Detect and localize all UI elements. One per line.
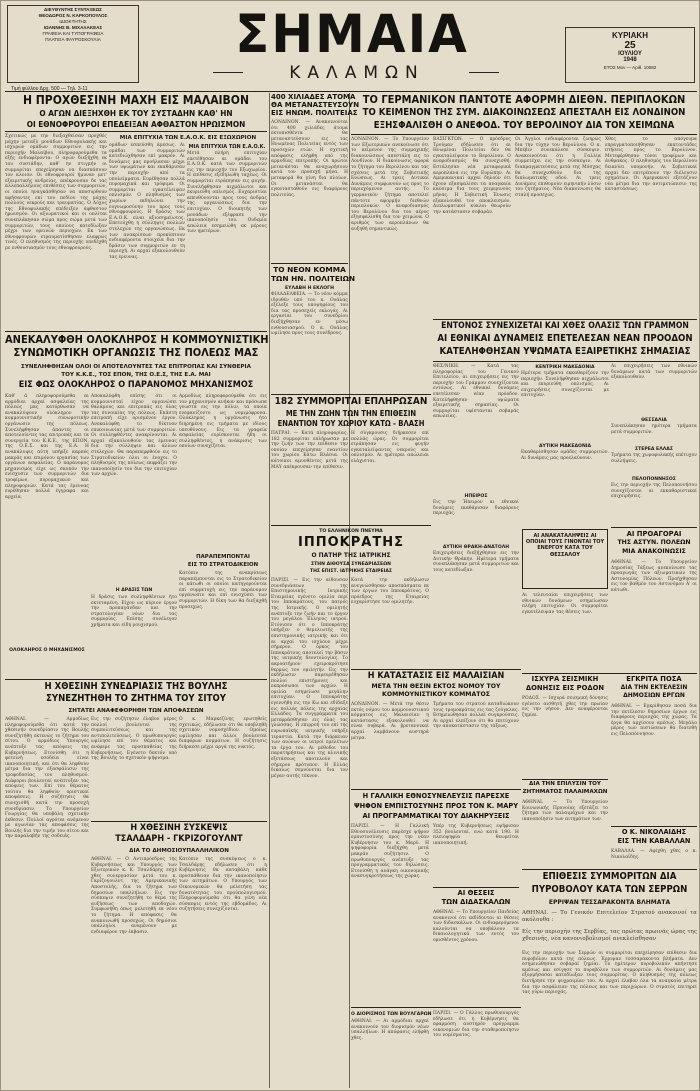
headline-vouli: ΣΥΝΕΖΗΤΗΘΗ ΤΟ ΖΗΤΗΜΑ ΤΟΥ ΣΙΤΟΥ xyxy=(46,693,226,704)
headline-theseis: ΤΩΝ ΔΙΔΑΣΚΑΛΩΝ xyxy=(441,898,511,906)
article-text: Συνεπλάκησαν ημέτερα τμήματα μετά συμμοριτών. xyxy=(611,424,697,435)
subtitle-rule-left xyxy=(213,72,243,73)
headline-germaniko: ΤΟ ΓΕΡΜΑΝΙΚΟΝ ΠΑΝΤΟΤΕ ΑΦΟΡΜΗ ΔΙΕΘΝ. ΠΕΡΙΠΛΟΚΩΝ xyxy=(362,93,686,106)
price-line: Τιμή φύλλου Δρχ. 500 — Τηλ. 3-11 xyxy=(11,86,88,92)
headline-grammos: ΕΝΤΟΝΟΣ ΣΥΝΕΧΙΖΕΤΑΙ ΚΑΙ ΧΘΕΣ ΟΛΑΣΙΣ ΤΩΝ ΓΡΑΜΜΟΝ xyxy=(441,321,689,331)
month: ΙΟΥΛΙΟΥ xyxy=(618,51,642,57)
editor-line: ΓΡΑΦΕΙΑ ΚΑΙ ΤΥΠΟΓΡΑΦΕΙΑ xyxy=(42,31,104,36)
lead-text: ΑΘΗΝΑΙ. — Το Γενικόν Επιτελείον Στρατού ανακοινοί τα ακόλουθα : xyxy=(522,910,697,923)
headline-malaivon-sub: Ο ΑΓΩΝ ΔΙΕΞΗΧΘΗ ΕΚ ΤΟΥ ΣΥΣΤΑΔΗΝ ΚΑΘ' ΗΝ xyxy=(39,108,233,118)
editor-box xyxy=(7,5,139,83)
subtitle-rule-right xyxy=(469,72,499,73)
article-text: Ο κ. Μαρκεζίνης ερωτηθείς σχετικώς, εδήλωσεν ότι θα υποβληθή σχετικόν νομοσχέδιον. Ομοίως ωμίλησαν και άλλοι βουλευταί διαφόρων κομμάτων. Η συζήτησις διήρκεσε μέχρι αργά της νυκτός. xyxy=(179,717,267,750)
article-text: Εις την περιοχήν των Σερρών οι συμμορίται επεχείρησαν επίθεσιν δια πυροβόλου κατά της πόλεως. Έρριψαν τεσσαράκοντα βλήματα. Δεν εσημειώθησαν σοβαραί ζημίαι. Το ημέτερον πυροβολικόν απήντησε αμέσως και εσίγησε το πυροβόλον των συμμοριτών. Αι δυνάμεις μας εξορμήσασαι κατεδίωξαν τους συμμορίτας. Ο πληθυσμός της πόλεως διετήρησε την ψυχραιμίαν του. Αι αρχαί έλαβον όλα τα αναγκαία μέτρα δια την ασφάλειαν της πόλεως και των περιχώρων. Ο στρατός επιτηρεί τας γύρω περιοχάς. xyxy=(522,951,697,996)
editor-line: ΠΛΑΤΕΙΑ ΦΑΥΡΟΣΚΟΥΛΙΑ xyxy=(45,37,101,42)
year: 1948 xyxy=(623,57,637,63)
rule xyxy=(522,779,608,780)
section-title: ΑΥΤΙΚΗ ΜΑΚΕΔΟΝΙΑ xyxy=(538,444,592,449)
article-text: Κατά την εκδήλωσιν ανεγνώσθησαν αποσπάσματα εκ των έργων του Ιπποκράτους. Ο πρόεδρος της Εταιρείας ευχαρίστησε τον ομιλητήν. xyxy=(351,578,429,606)
article-text: Χθες το απόγευμα επραγματοποιήθησαν εκατοντάδες πτήσεις προς το Βερολίνον. Μετεφέρθησαν τόνοι τροφίμων και άνθρακος. Ο πληθυσμός του Βερολίνου δεικνύει υπομονήν. Αι Σοβιετικαί αρχαί δεν επιτρέπουν την διέλευσιν οχημάτων. Οι Αμερικανοί εξετάζουν νέα μέτρα δια την αντιμετώπισιν της καταστάσεως. xyxy=(605,137,697,193)
subhead: ΣΗΤΑΤΕΙ ΑΝΑΦΕΦΟΡΗΘΗ ΤΩΝ ΑΠΟΦΑΣΕΩΝ xyxy=(68,708,204,714)
date-box xyxy=(565,27,695,83)
rule xyxy=(522,673,697,674)
rule xyxy=(5,131,267,132)
rule xyxy=(433,361,697,362)
article-text: Η σύγκρουσις διήρκεσεν επί πολλάς ώρας. Οι συμμορίται ετράπησαν εις φυγήν εγκαταλείψαντες νεκρούς και οπλισμόν. Αι ημέτεραι απώλειαι ελάχισται. xyxy=(351,431,429,464)
article-text: Σχετικώς με την διεξαχθείσαν προχθές μάχην μεταξύ μονάδων Εθνοφυλακής και ισχυρών ομάδων συμμοριτών εις την περιοχήν Μαλαίβου, πληροφορούμεθα τα εξής ενδιαφέροντα: Ο αγών διεξήχθη εκ του συστάδην, καθ' ην στιγμήν οι συμμορίται επεχείρησαν να διασπάσουν τον κλοιόν. Οι εθνοφρουροί ήμυναν μετ' εξαιρετικής ανδρείας, απέκρουσαν δε τας αλλεπαλλήλους επιθέσεις των συμμοριτών, οι οποίοι ηναγκάσθησαν να αποσυρθούν αφήσαντες επί του πεδίου της μάχης πολλούς νεκρούς και τραυματίας. Ο Λόχος της Εθνοφυλακής επέδειξεν άφθαστον ηρωισμόν. Οι αξιωματικοί και οι οπλίται συνεπλάκησαν σώμα προς σώμα μετά των συμμοριτών, τους οποίους κατεδίωξαν μέχρι των ορεινών περιοχών. Εκ των εθνοφρουρών ετραυματίσθησαν ελαφρώς τινές. Ο πληθυσμός της περιοχής υπεδέχθη με ενθουσιασμόν τους εθνοφρουρούς. xyxy=(5,134,107,251)
rule xyxy=(351,669,521,670)
article-text: Εις την συζήτησιν έλαβον μέρος πολλοί βουλευταί της συμπολιτεύσεως και της αντιπολιτεύσεως. Ο πρωθυπουργός ωμίλησε επί του θέματος και ανέφερε τας προσπαθείας της Κυβερνήσεως. Εγένετο δεκτόν υπό της Βουλής το σχετικόν ψήφισμα. xyxy=(91,717,177,762)
byline: Η ΔΡΑΣΙΣ ΤΩΝ xyxy=(115,588,153,593)
rule xyxy=(433,319,697,320)
subhead: Ο ΠΑΤΗΡ ΤΗΣ ΙΑΤΡΙΚΗΣ xyxy=(311,552,391,559)
column-divider xyxy=(349,93,350,1088)
headline-kommounistiki: ΣΥΝΩΜΟΤΙΚΗ ΟΡΓΑΝΩΣΙΣ ΤΗΣ ΠΟΛΕΩΣ ΜΑΣ xyxy=(13,346,259,359)
rule xyxy=(5,331,267,332)
article-text: ΡΟΔΟΣ. — Ισχυρά σεισμική δόνησις εγένετο αισθητή χθες την πρωίαν εις την νήσον. Δεν αναφέρονται ζημίαι. xyxy=(522,696,608,718)
article-text: Μετά πλήρη επιτυχίαν επετέθησαν αι ομάδαι του Ε.Α.Ο.Κ. κατά των συμμοριτών εις την περιοχήν του Εξωχωρίου. Η επίθεσις εξεδηλώθη ταχέως. Οι συμμορίται ετράπησαν εις φυγήν. Συνελήφθησαν αιχμάλωτοι και εκυριεύθη οπλισμός. Ευχαριστίαι απευθύνονται προς τους άνδρας της οργανώσεως δια την επιτυχίαν. Ο διοικητής των μονάδων εξέφρασε την ικανοποίησίν του. Ουδεμία απώλεια εσημειώθη εκ μέρους των ημετέρων. xyxy=(187,151,267,235)
rule xyxy=(351,789,521,790)
article-text: ΠΑΡΙΣΙ. — Η Γαλλική Εθνοσυνέλευσις παρέσχε ψήφον εμπιστοσύνης προς την νέαν Κυβέρνησιν του κ. Μαρύ. Η ψηφοφορία διεξήχθη μετά μακράν συζήτησιν. Ο πρωθυπουργός ανέπτυξε τας προγραμματικάς του δηλώσεις. Ετονίσθη η ανάγκη οικονομικής ανασυγκροτήσεως της χώρας. xyxy=(351,824,429,880)
headline-seismiki: ΙΣΧΥΡΑ ΣΕΙΣΜΙΚΗ xyxy=(531,675,599,683)
rule xyxy=(611,527,697,528)
headline-palaimaxoi: ΔΙΑ ΤΗΝ ΕΠΙΛΥΣΙΝ ΤΟΥ xyxy=(529,781,601,787)
subhead: ΕΥΛΑΒΗ Η ΕΚΛΟΓΗ xyxy=(285,286,334,291)
rule xyxy=(5,679,267,680)
editor-line: ΔΙΕΥΘΥΝΤΗΣ ΣΥΝΤΑΞΕΩΣ xyxy=(44,7,102,12)
article-text: Αρμοδίως πληροφορούμεθα ότι εις τον μηχανισμόν ανήκον και πρόσωπα γνωστά εις την πόλιν, τα οποία ενεφανίζοντο ως νομιμόφρονα. Ολόκληρος η οργάνωσις ήτο διηρημένη εις τμήματα με ιδίους υπευθύνους. Εις τα γραφεία ασφαλείας ευρίσκονται ήδη οι συλληφθέντες, η ανάκρισις των οποίων συνεχίζεται. xyxy=(179,394,267,450)
headline-proagogai: ΜΙΑ ΑΝΑΚΟΙΝΩΣΙΣ xyxy=(622,548,686,555)
headline-tsaldaris: Η ΧΘΕΣΙΝΗ ΣΥΣΚΕΨΙΣ xyxy=(130,823,228,833)
day: 25 xyxy=(624,40,636,51)
section-title: ΗΠΕΙΡΟΣ xyxy=(464,494,488,499)
headline-metanastefsi: ΕΙΣ ΗΝΩΜ. ΠΟΛΙΤΕΙΑΣ xyxy=(271,109,358,117)
article-text: Υπέρ της Κυβερνήσεως εψήφισαν 352 βουλευταί, ενώ κατά 190. Η πλειοψηφία θεωρείται ικανοποιητική. xyxy=(433,824,519,846)
article-text: ΑΘΗΝΑΙ. — Αρμοδίως πληροφορούμεθα ότι κατά την χθεσινήν συνεδρίασιν της Βουλής συνεζητήθη εκτενώς το ζήτημα του σίτου. Ο αρμόδιος Υπουργός ανέπτυξε τας απόψεις της Κυβερνήσεως. Ετονίσθη ότι η φετεινή εσοδεία είναι ικανοποιητική, και ότι θα ληφθούν μέτρα δια την εξασφάλισιν της τροφοδοσίας του πληθυσμού. Διάφοροι βουλευταί ανέπτυξαν τας απόψεις των. Επί του θέματος τούτου θα ληφθούν οριστικαί αποφάσεις. Η συζήτησις θα συνεχισθή κατά την προσεχή συνεδρίασιν. Το Υπουργείον Γεωργίας θα υποβάλη σχετικήν έκθεσιν. Πολλοί αγρόται ανέμενον με αγωνίαν τας αποφάσεις της Βουλής δια την τιμήν του σίτου και την παραλαβήν της σοδειάς. xyxy=(5,717,89,840)
rule xyxy=(271,263,348,264)
subhead: Ο ΔΙΟΡΙΣΜΟΣ ΤΩΝ ΒΟΥΛΓΑΡΩΝ xyxy=(351,1012,432,1017)
article-text: ΑΘΗΝΑΙ. — Το Υπουργείον Παιδείας ανακοινοί ότι εκδίδονται αι θέσεις των διδασκάλων. Οι ενδιαφερόμενοι καλούνται να υποβάλουν τα δικαιολογητικά των εντός του ορισθέντος χρόνου. xyxy=(433,910,519,943)
rule xyxy=(351,134,697,135)
editor-line: ΙΔΙΟΚΤΗΤΗΣ xyxy=(59,19,87,24)
headline-serres: ΕΠΙΘΕΣΙΣ ΣΥΜΜΟΡΙΤΩΝ ΔΙΑ xyxy=(542,871,677,882)
editor-line: ΘΕΟΔΩΡΟΣ Ν. ΚΑΡΚΟΠΟΥΛΟΣ xyxy=(38,13,108,18)
article-text: Οι Άγγλοι ενδιαφέρονται ζωηρώς δια την τύχην του Βερολίνου. Ο κ. Μπέβιν συνεκάλεσε σύσκεψιν. Ανακοινούται ότι η Γαλλία συμμετέχει εις την σύσκεψιν. Αι διαπραγματεύσεις μετά της Μόσχας θα συνεχισθούν δια της διπλωματικής οδού. Αι τρεις Δυνάμεις επιθυμούν ειρηνικήν λύσιν του ζητήματος. Νέα διακοίνωσις θα σταλή προσεχώς. xyxy=(515,137,601,198)
headline-serres: ΠΥΡΟΒΟΛΟΥ ΚΑΤΑ ΤΩΝ ΣΕΡΡΩΝ xyxy=(531,884,688,895)
article-text: ΛΟΝΔΙΝΟΝ. — Ανακοινούται ότι 400 χιλιάδες άτομα εκτοπισθέντα θα μεταναστεύσουν εις τας Ηνωμένας Πολιτείας εντός των προσεχών ετών. Η σχετική απόφασις ελήφθη υπό της αρμοδίας επιτροπής. Οι πρώτοι μετανάσται θα αναχωρήσουν κατά τον προσεχή μήνα. Η μεταφορά θα γίνη δια πλοίων. Οι μετανάσται θα εγκατασταθούν εις διαφόρους πολιτείας. xyxy=(271,120,348,198)
newspaper-title: ΣΗΜΑΙΑ xyxy=(235,3,469,65)
headline-germaniko-sub: ΤΟ ΚΕΙΜΕΝΟΝ ΤΗΣ ΣΥΜ. ΔΙΑΚΟΙΝΩΣΕΩΣ ΑΠΕΣΤΑΛΗ ΕΙΣ ΛΟΝΔΙΝΟΝ xyxy=(362,107,686,118)
lead-text: Είς την περιοχήν της Σερβίας, τας πρώτας πρωινάς ώρας της χθεσινής, νέα κανονιοβολισμοί ανεκλείσθησαν xyxy=(522,929,697,942)
subhead: ΤΟΥ Κ.Κ.Ε., ΤΟΣ ΕΠΟΝ, ΤΗΣ Ο.Ε.Σ, ΤΗΣ Ε.Α. ΜΑΙ xyxy=(61,372,211,378)
headline-proagogai: ΤΗΣ ΑΣΤΥΝ. ΠΟΛΕΩΝ xyxy=(617,539,691,546)
headline-mixanismos: ΕΙΣ ΦΩΣ ΟΛΟΚΛΗΡΟΣ Ο ΠΑΡΑΝΟΜΟΣ ΜΗΧΑΝΙΣΜΟΣ xyxy=(18,380,254,390)
headline-engrita: ΔΗΜΟΣΙΩΝ ΕΡΓΩΝ xyxy=(623,692,685,699)
rule xyxy=(433,887,519,888)
masthead-rule xyxy=(5,91,697,92)
headline-theseis: ΑΙ ΘΕΣΕΙΣ xyxy=(457,889,495,897)
headline-grammos: ΚΑΤΕΛΗΦΘΗΣΑΝ ΥΨΩΜΑΤΑ ΕΞΑΙΡΕΤΙΚΗΣ ΣΗΜΑΣΙΑΣ xyxy=(439,346,691,357)
article-text: ΠΑΤΡΑΙ. — Κατά πληροφορίας, 182 συμμορίται επλήρωσαν με την ζωήν των την επίθεσιν την οποίαν επεχείρησαν εναντίον του χωρίου Κάτω Βλάσια. Οι κάτοικοι αμυνθέντες μετά της ΜΑΥ απέκρουσαν την επίθεσιν. xyxy=(271,431,348,470)
headline-galliki: ΑΙ ΠΡΟΓΡΑΜΜΑΤΙΚΑΙ ΤΟΥ ΔΙΑΚΗΡΥΞΕΙΣ xyxy=(362,811,510,820)
headline-germaniko-sub: ΕΞΗΣΦΑΛΙΣΘΗ Ο ΑΝΕΦΟΔ. ΤΟΥ ΒΕΡΟΛΙΝΟΥ ΔΙΑ ΤΟΝ ΧΕΙΜΩΝΑ xyxy=(373,120,675,131)
subhead: ΕΡΡΙΨΑΝ ΤΕΣΣΑΡΑΚΟΝΤΑ ΒΛΗΜΑΤΑ xyxy=(548,899,671,906)
headline-neo-komma: ΤΩΝ ΗΝ. ΠΟΛΙΤΕΙΩΝ xyxy=(271,274,356,283)
subhead: ΠΑΡΑΠΕΜΠΟΝΤΑΙ xyxy=(196,554,250,560)
article-text: ΠΑΡΙΣΙ. — Ο Γάλλος πρωθυπουργός εδήλωσε ότι η Κυβέρνησις θα εφαρμόση αυστηρόν πρόγραμμα οικονομιών δια την σταθεροποίησιν του νομίσματος. xyxy=(433,1011,519,1039)
headline-engrita: ΕΓΚΡΙΤΑ ΠΟΣΑ xyxy=(626,675,682,683)
headline-metanastefsi: 400 ΧΙΛΙΑΔΕΣ ΑΤΟΜΑ xyxy=(271,93,356,101)
article-text: Εις την περιοχήν της Πελοποννήσου συνεχίζονται αι εκκαθαριστικαί επιχειρήσεις. xyxy=(611,483,697,500)
headline-proagogai: ΑΙ ΠΡΟΑΓΟΡΑΙ xyxy=(626,530,682,538)
article-text: ΛΟΝΔΙΝΟΝ. — Το Υπουργείον των Εξωτερικών ανεκοίνωσε ότι το κείμενον της συμμαχικής διακοινώσεως απεστάλη εις το Λονδίνον. Η διακοίνωσις αφορά το ζήτημα του Βερολίνου και τας σχέσεις μετά της Σοβιετικής Ενώσεως. Αι τρεις Δυτικαί Δυνάμεις συμφωνούν ως προς το περιεχόμενον αυτής. Το γερμανικόν ζήτημα αποτελεί πάντοτε αφορμήν διεθνών περιπλοκών. Ο ανεφοδιασμός του Βερολίνου δια του αέρος εξησφαλίσθη δια τον χειμώνα. Ο αριθμός των αεροπλάνων θα αυξηθή σημαντικώς. xyxy=(351,137,429,232)
article-text: ΑΘΗΝΑΙ. — Εγκρίθησαν ποσά δια την εκτέλεσιν δημοσίων έργων εις διαφόρους περιοχάς της χώρας. Τα έργα θα αρχίσουν αμέσως. Μεγάλο μέρος των πιστώσεων θα διατεθή εις Πελοπόννησον. xyxy=(611,704,697,737)
headline-kommounistiki: ΑΝΕΚΑΛΥΦΘΗ ΟΛΟΚΛΗΡΟΣ Η ΚΟΜΜΟΥΝΙΣΤΙΚΗ xyxy=(5,333,269,346)
article-text: Τμήματα της χωροφυλακής επέτυχον συλλήψεις. xyxy=(611,453,697,464)
rule xyxy=(522,869,697,870)
article-text: ΦΙΛΑΔΕΛΦΕΙΑ. — Το νέον κόμμα ιδρυθέν υπό του κ. Ουάλας εξέλεξε τους υποψηφίους του δια τας προσεχείς εκλογάς. Αι εργασίαι του συνεδρίου διεξήχθησαν εν μέσω ενθουσιασμού. Ο κ. Ουάλας ωμίλησε προς τους συνέδρους. xyxy=(271,292,348,337)
headline-182-symmoritai: ΕΝΑΝΤΙΟΝ ΤΟΥ ΧΩΡΙΟΥ ΚΑΤΩ - ΒΛΑΣΗ xyxy=(277,419,425,428)
headline-nikolaidis: ΕΙΣ ΤΗΝ ΚΑΒΑΛΛΑΝ xyxy=(617,837,691,845)
headline-182-symmoritai: 182 ΣΥΜΜΟΡΙΤΑΙ ΕΠΛΗΡΩΣΑΝ xyxy=(274,396,428,407)
headline-malaivon: Η ΠΡΟΧΘΕΣΙΝΗ ΜΑΧΗ ΕΙΣ ΜΑΛΑΙΒΟΝ xyxy=(22,93,249,107)
section-title: ΘΕΣΣΑΛΙΑ xyxy=(641,418,667,423)
article-text: ΑΘΗΝΑΙ. — Αι αρμόδιαι αρχαί ανακοινούν τον διορισμόν νέων υπαλλήλων. Η απόφασις ελήφθη χθες. xyxy=(351,1019,429,1041)
subhead: ΕΙΣ ΤΟ ΣΤΡΑΤΟΔΙΚΕΙΟΝ xyxy=(187,562,259,568)
section-title: ΚΕΝΤΡΙΚΗ ΜΑΚΕΔΟΝΙΑ xyxy=(535,365,595,370)
article-text: ΑΘΗΝΑΙ. — Ο Αντιπρόεδρος της Κυβερνήσεως και Υπουργός των Εξωτερικών κ. Κ. Τσαλδάρης εσχε χθες συνεργασίαν μετά του κ. Γκρίζογουλντ, της Αμερικανικής Αποστολής, δια το ζήτημα των δημοσίων υπαλλήλων. Εις την σύσκεψιν συνεζητήθη το θέμα της αυξήσεως των αποδοχών. Συμφωνήθη όπως μελετηθή εκ νέου το ζήτημα. Η απόφασις θα ανακοινωθή προσεχώς. Οι δημόσιοι υπάλληλοι αναμένουν με ενδιαφέρον την έκβασιν. xyxy=(91,857,177,935)
article-text: Αποκαλύφθη επίσης ότι οι κομμουνισταί είχον οργανώσει θαλάμους και επιτροπάς εις όλας τας συνοικίας της πόλεως. Εκάστη επιτροπή είχε ορισμένον έργον. Ανεκαλύφθη το δίκτυον επικοινωνίας μετά των συμμοριτών. Οι συλληφθέντες ανακρίνονται. Αι αρχαί εξακολουθούν τας έρευνας δια την σύλληψιν και άλλων στελεχών. Θα παραπεμφθούν εις το Στρατοδικείον όλοι οι ένοχοι. Ο πληθυσμός της πόλεως εκφράζει την ικανοποίησίν του δια την επιτυχίαν των αρχών. xyxy=(91,394,177,478)
article-text: ΘΕΣ/ΝΙΚΗ. — Κατά τας πληροφορίας του Γενικού Επιτελείου, αι επιχειρήσεις εις την περιοχήν του Γράμμου συνεχίζονται εντόνως. Αι εθνικαί δυνάμεις επετέλεσαν νέαν πρόοδον. Κατελήφθησαν υψώματα εξαιρετικής σημασίας. Οι συμμορίται υφίστανται σοβαράς απωλείας. xyxy=(433,364,519,420)
subhead: ΜΙΑ ΕΠΙΤΥΧΙΑ ΤΩΝ Ε.Α.Ο.Κ. ΕΙΣ ΕΞΩΧΩΡΙΟΝ xyxy=(119,135,257,141)
headline-grammos: ΑΙ ΕΘΝΙΚΑΙ ΔΥΝΑΜΕΙΣ ΕΠΕΤΕΛΕΣΑΝ ΝΕΑΝ ΠΡΟΟΔΟΝ xyxy=(437,333,693,344)
headline-engrita: ΔΙΑ ΤΗΝ ΕΚΤΕΛΕΣΙΝ xyxy=(620,684,688,691)
rule xyxy=(271,394,431,395)
section-title: ΠΕΛΟΠΟΝΝΗΣΟΣ xyxy=(632,477,676,482)
subhead: ΣΥΝΕΛΗΦΘΗΣΑΝ ΟΛΟΙ ΟΙ ΑΠΟΤΕΛΟΥΝΤΕΣ ΤΑΣ ΕΠΙΤΡΟΠΑΣ ΚΑΙ ΣΥΝΘΕΡΙΑ xyxy=(21,364,251,370)
article-text: ομάδων εσπεύσθη άμεσως. Αι ομάδαι των συμμοριτών κατεδιώχθησαν επί μακρόν. Αι δυνάμεις μας προήλασαν μέχρι των υψωμάτων και εκαθάρισαν την περιοχήν από τα υπολείμματα. Ευρέθησαν πολλά πυρομαχικά και τρόφιμα. Οι συμμορίται εγκατέλειψαν οπλισμόν. Ο πληθυσμός των χωρίων εκδηλώνει την ευγνωμοσύνην του προς τους εθνοφρουρούς. Η δράσις των Ε.Α.Ο.Κ. είναι αξιοσημείωτος. Επετεύχθη η σύλληψις πολλών στελεχών της οργανώσεως. Εκ των ανακρίσεων προκύπτουν ενδιαφέροντα στοιχεία δια την δράσιν των συμμοριτών εν τη περιοχή. Αι αρχαί εξακολουθούν τας έρευνας. xyxy=(109,143,185,260)
boxed-headline-text: ΑΙ ΑΝΑΚΑΤΑΛΗΨΕΙΣ ΑΙ ΟΠΟΙΑΙ ΤΟΥΣ ΓΙΝΟΝΤΑΙ ΤΟΥ ΕΝΕΡΓΟΥ ΚΑΤΑ ΤΟΥ ΘΕΣΣΑΛΟΥ xyxy=(525,533,605,558)
weekday: ΚΥΡΙΑΚΗ xyxy=(611,31,648,40)
headline-vouli: Η ΧΘΕΣΙΝΗ ΣΥΝΕΔΡΙΑΣΙΣ ΤΗΣ ΒΟΥΛΗΣ xyxy=(44,681,228,692)
article-text: Τμήματα του στρατού καταδιώκουν τους τρομοκράτας εις τας ζούγκλας. Εσημειώθησαν πολλαί συγκρούσεις. Αι αρχαί ελπίζουν ότι θα επιτύχουν την αποκατάστασιν της τάξεως. xyxy=(433,702,519,730)
subhead: ΤΗΣ ΕΠΙΣΤ. ΙΑΤΡΙΚΗΣ ΕΤΑΙΡΕΙΑΣ xyxy=(309,569,393,574)
issue-number: ΕΤΟΣ Μον — Αριθ. 10082 xyxy=(603,65,657,70)
headline-galliki: Η ΓΑΛΛΙΚΗ ΕΘΝΟΣΥΝΕΛΕΥΣΙΣ ΠΑΡΕΣΧΕ xyxy=(362,791,510,800)
byline: ΟΛΟΚΛΗΡΟΣ Ο ΜΗΧΑΝΙΣΜΟΣ xyxy=(9,648,85,653)
section-title: ΔΥΤΙΚΗ ΘΡΑΚΗ-ΑΝΑΤΟΛΗ xyxy=(442,545,510,550)
headline-palaimaxoi: ΖΗΤΗΜΑΤΟΣ ΠΑΛΑΙΜΑΧΩΝ xyxy=(522,789,608,795)
article-text: ΑΘΗΝΑΙ. — Το Υπουργείον Κοινωνικής Προνοίας εξετάζει το ζήτημα των παλαιμάχων και την ικανοποίησιν των αιτημάτων των. xyxy=(522,800,608,822)
article-text: Εκαθαρίσθησαν ομάδες συμμοριτών. Αι δυνάμεις μας προελαύνουν. xyxy=(521,450,609,461)
article-text: Εις την Ήπειρον αι εθνικαί δυνάμεις εκαθάρισαν διαφόρους περιοχάς. xyxy=(433,500,519,517)
article-text: ΠΑΡΙΣΙ. — Εις την αίθουσαν συνεδριάσεων της Επιστημονικής Ιατρικής Εταιρείας εγένετο ομιλία περί του Ιπποκράτους, του πατρός της Ιατρικής. Ο ομιλητής ανέπτυξε την ζωήν και το έργον του μεγάλου Έλληνος ιατρού. Ετόνισεν ότι ο Ιπποκράτης υπήρξεν ο θεμελιωτής της επιστημονικής ιατρικής και ότι αι αρχαί του ισχύουν μέχρι σήμερον. Ο όρκος του Ιπποκράτους αποτελεί την βάσιν της ιατρικής δεοντολογίας. Το ακροατήριον εχειροκρότησε θερμώς τον ομιλητήν. Εις την εκδήλωσιν παρευρέθησαν πολλοί επιστήμονες και εκπρόσωποι των αρχών. Η ομιλία εσημείωσε μεγάλην επιτυχίαν. Ο Ιπποκράτης εγεννήθη εις την Κω και εδίδαξε εις πολλάς πόλεις της αρχαίας Ελλάδος. Τα συγγράμματά του μετεφράσθησαν εις όλας τας γλώσσας. Η επιρροή του επί της ευρωπαϊκής ιατρικής υπήρξε τεραστία. Κατά την διάρκειαν των αιώνων οι ιατροί εμελέτων τα έργα του. Αι μέθοδοι του παρατηρήσεως και της κλινικής εξετάσεως αποτελούν και σήμερον πρότυπον. Η Ελλάς δικαίως σεμνύνεται δια τον μέγαν αυτής τέκνον. xyxy=(271,578,348,779)
headline-neo-komma: ΤΟ ΝΕΟΝ ΚΟΜΜΑ xyxy=(273,265,346,274)
headline-metanastefsi: ΘΑ ΜΕΤΑΝΑΣΤΕΥΣΟΥΝ xyxy=(271,101,360,109)
subhead: ΜΙΑ ΕΠΙΤΥΧΙΑ ΤΩΝ Ε.Α.Ο.Κ. xyxy=(188,144,266,150)
article-text: Αι επιχειρήσεις των εθνικών δυνάμεων κατά των συμμοριτών εξακολουθούν. xyxy=(611,364,697,381)
article-text: Κατόπιν της ανακρίσεως παραπέμπονται εις το Στρατοδικείον οι κάτωθι οι οποίοι κατηγορούνται επί συμμετοχή εις την παράνομον οργάνωσιν και επί ενισχύσει των συμμοριτών. Η δίκη των θα διεξαχθή προσεχώς. xyxy=(179,571,267,610)
article-text: Η δράσις των συλληφθέντων ήτο εκτεταμένη. Είχον ως κύριον έργον την προπαγάνδαν και την στρατολογίαν νέων δια τας συμμορίας. Επίσης συνέλεγον χρήματα και είδη ρουχισμού. xyxy=(91,595,177,628)
article-text: Καθ' ά πληροφορούμεθα αι αρμόδιαι αρχαί ασφαλείας της πόλεώς μας κατόρθωσαν να ανακαλύψουν ολόκληρον την κομμουνιστικήν συνωμοτικήν οργάνωσιν της πόλεως. Συνελήφθησαν άπαντες οι αποτελούντες τας επιτροπάς και τα συνεργεία του Κ.Κ.Ε., της ΕΠΟΝ, της Ο.Ε.Σ. και της Ε.Α. Η ανακάλυψις αύτη υπήρξε καρπός μακράς και επιμόνου εργασίας των οργάνων ασφαλείας. Ο παράνομος μηχανισμός είχε ως σκοπόν την ενίσχυσιν των συμμοριτών δια τροφίμων, πυρομαχικών και πληροφοριών. Κατά τας έρευνας ευρέθησαν πολλά έγγραφα και αρχεία. xyxy=(5,394,89,500)
section-title: ΣΤΕΡΕΑ ΕΛΛΑΣ xyxy=(634,447,673,452)
headline-malaisia: ΜΕΤΑ ΤΗΝ ΘΕΣΙΝ ΕΚΤΟΣ ΝΟΜΟΥ ΤΟΥ xyxy=(371,683,501,690)
rule xyxy=(351,1007,521,1008)
subhead: ΔΙΑ ΤΟ ΔΗΜΟΣΙΟΥΠΑΛΛΗΛΙΚΟΝ xyxy=(129,848,229,854)
headline-galliki: ΨΗΦΟΝ ΕΜΠΙΣΤΟΣΥΝΗΣ ΠΡΟΣ ΤΟΝ Κ. ΜΑΡΥ xyxy=(353,801,519,810)
masthead xyxy=(7,5,695,91)
headline-tsaldaris: ΤΣΑΛΔΑΡΗ - ΓΚΡΙΖΟΓΟΥΛΝΤ xyxy=(115,834,243,844)
subhead: ΣΤΗΝ ΑΙΘΟΥΣΑ ΣΥΝΕΔΡΙΑΣΕΩΝ xyxy=(311,562,391,567)
article-text: Επιχειρήσεις διεξήχθησαν εις την Δυτικήν Θράκην. Ημέτερα τμήματα συνεπλάκησαν μετά συμμοριτών και τους κατεδίωξαν. xyxy=(433,551,519,573)
newspaper-subtitle: ΚΑΛΑΜΩΝ xyxy=(289,63,425,83)
headline-nikolaidis: Ο Κ. ΝΙΚΟΛΑΙΔΗΣ xyxy=(621,828,687,836)
headline-seismiki: ΔΟΝΗΣΙΣ ΕΙΣ ΡΟΔΟΝ xyxy=(525,684,605,692)
rule xyxy=(611,826,697,827)
article-text: Ημέτερα τμήματα εκκαθαρίζουν την περιοχήν. Συνελήφθησαν αιχμάλωτοι και εκυριεύθη οπλισμός. Αι επιχειρήσεις συνεχίζονται με επιτυχίαν. xyxy=(521,371,609,399)
headline-182-symmoritai: ΜΕ ΤΗΝ ΖΩΗΝ ΤΩΝ ΤΗΝ ΕΠΙΘΕΣΙΝ xyxy=(285,409,417,418)
kicker: ΤΟ ΕΛΛΗΝΙΚΟΝ ΠΝΕΥΜΑ xyxy=(319,529,383,534)
article-text: Αι τελευταίαι επιχειρήσεις των εθνικών δυνάμεων εσημείωσαν πλήρη επιτυχίαν. Οι συμμορίται εγκατέλειψαν τας θέσεις των. xyxy=(522,593,608,615)
headline-malaisia: Η ΚΑΤΑΣΤΑΣΙΣ ΕΙΣ ΜΑΛΑΙΣΙΑΝ xyxy=(367,671,505,681)
rule xyxy=(91,821,267,822)
column-divider xyxy=(269,93,270,1088)
headline-hippokratis: ΙΠΠΟΚΡΑΤΗΣ xyxy=(298,535,404,550)
article-text: ΒΑΣΙΓΚΤΩΝ. — Ο πρόεδρος Τρούμαν εδήλωσεν ότι αι Ηνωμέναι Πολιτείαι δεν θα εγκαταλείψουν το Βερολίνον. Ο ανεφοδιασμός θα συνεχισθή. Εστάλησαν νέα μεταφορικά αεροπλάνα εις την Ευρώπην. Αι Αμερικανικαί αρχαί δηλούν ότι έχουν εξασφαλίσει τα αναγκαία καύσιμα δια τους χειμερινούς μήνας. Η Σοβιετική Ένωσις εξακολουθεί τον αποκλεισμόν. Διπλωματικοί κύκλοι θεωρούν την κατάστασιν σοβαράν. xyxy=(433,137,511,215)
boxed-headline xyxy=(522,529,608,589)
article-text: ΚΑΒΑΛΛΑ. — Αφίχθη χθες ο κ. Νικολαΐδης. xyxy=(611,849,697,860)
article-text: ΛΟΝΔΙΝΟΝ. — Μετά την θέσιν εκτός νόμου του κομμουνιστικού κόμματος εις Μαλαισίαν η κατάστασις εξακολουθεί να είναι σοβαρά. Αι βρεταννικαί αρχαί λαμβάνουν αυστηρά μέτρα. xyxy=(351,702,429,741)
headline-malaivon-sub: ΟΙ ΕΘΝΟΦΡΟΥΡΟΙ ΕΠΕΔΕΙΞΑΝ ΑΦΘΑΣΤΟΝ ΗΡΩΙΣΜΟΝ xyxy=(26,119,246,129)
editor-line: ΙΩΑΝΝΗΣ Β. ΜΙΧΑΛΑΚΕΑΣ xyxy=(43,25,103,30)
article-text: Κατόπιν της συσκέψεως ο κ. Τσαλδάρης εδήλωσεν ότι η Κυβέρνησις θα καταβάλη κάθε προσπάθειαν δια την ικανοποίησιν των αιτημάτων. Ο Υπουργός των Οικονομικών θα μελετήση τας δυνατότητας του προϋπολογισμού. Πληροφορούμεθα ότι θα γίνη νέα σύσκεψις εντός της εβδομάδος. Αι συζητήσεις συνεχίζονται. xyxy=(179,857,267,913)
headline-malaisia: ΚΟΜΜΟΥΝΙΣΤΙΚΟΥ ΚΟΜΜΑΤΟΣ xyxy=(382,691,490,698)
rule xyxy=(271,525,431,526)
article-text: ΑΘΗΝΑΙ. — Το Υπουργείον Δημοσίας Τάξεως ανεκοίνωσε τας προαγωγάς των αξιωματικών της Αστυνομίας Πόλεων. Προήχθησαν εις τον βαθμόν του Αστυνόμου Α' οι κάτωθι. xyxy=(611,560,697,593)
